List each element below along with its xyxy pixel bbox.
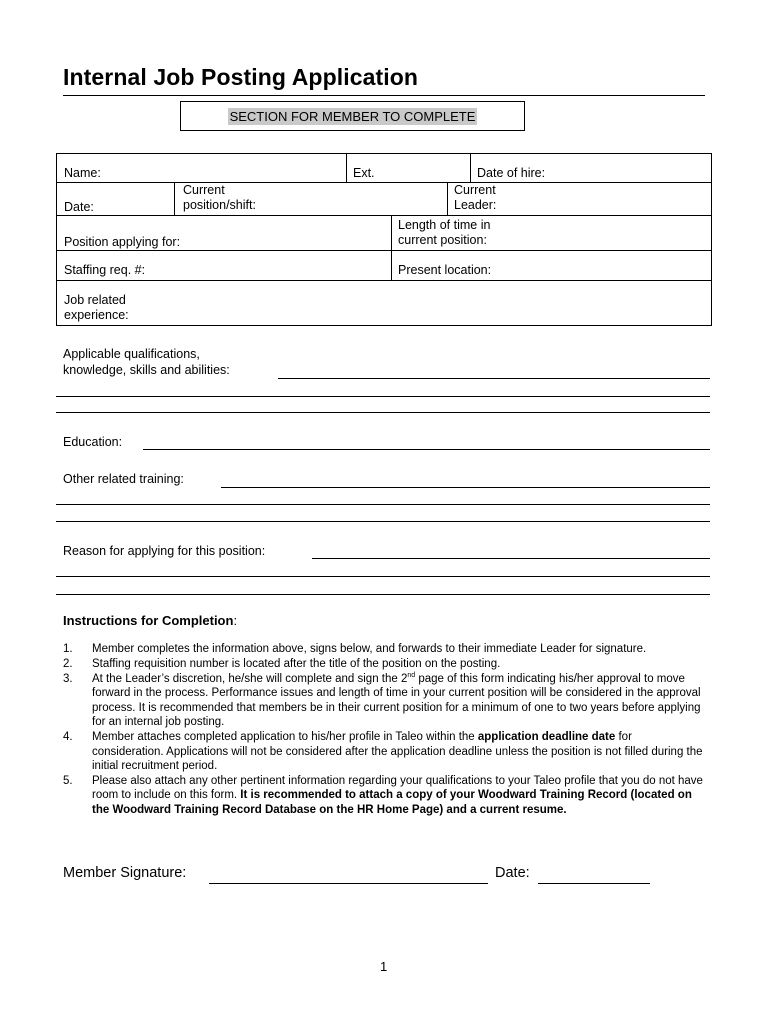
other-training-input-line[interactable] [56,521,710,522]
instructions-heading: Instructions for Completion: [63,613,238,628]
table-divider [447,182,448,215]
education-label: Education: [63,435,123,449]
qualifications-label: Applicable qualifications, knowledge, skills and abilities: [63,347,230,377]
present-location-field[interactable]: Present location: [398,263,492,277]
reason-input-line[interactable] [312,558,710,559]
table-divider [470,154,471,182]
signature-date-label: Date: [495,865,530,881]
title-divider [63,95,705,96]
qualifications-input-line[interactable] [56,412,710,413]
instructions-list [63,642,705,818]
instruction-item: 4. Member attaches completed application to his/her profile in Taleo within the application deadline date for consideration. Applications will not be considered after the application deadline unless the position is not filled during the initial recruitment period. [63,731,703,773]
instruction-item: 2. Staffing requisition number is located after the title of the position on the posting. [63,658,501,670]
page-number: 1 [380,959,388,974]
education-input-line[interactable] [143,449,710,450]
table-rule [57,250,711,251]
table-rule [57,280,711,281]
member-signature-label: Member Signature: [63,865,187,881]
member-signature-line[interactable] [209,883,488,884]
instruction-item: 5. Please also attach any other pertinent information regarding your qualifications to your Taleo profile that you do not have room to include on this form. It is recommended to attach a copy of your Woodward Training Record (located on the Woodward Training Record Database on the HR Home Page) and a current resume. [63,775,703,816]
other-training-input-line[interactable] [221,487,710,488]
table-rule [57,182,711,183]
other-training-label: Other related training: [63,472,184,486]
date-of-hire-field[interactable]: Date of hire: [477,166,546,180]
table-divider [346,154,347,182]
page-title: Internal Job Posting Application [63,64,419,90]
qualifications-input-line[interactable] [56,396,710,397]
instruction-item: 3. At the Leader’s discretion, he/she will complete and sign the 2nd page of this form indicating his/her approval to move forward in the process. Performance issues and length of time in your current position will be considered in the approval process. It is recommended that members be in their current position for a minimum of one to two years before applying for an internal job posting. [63,672,701,729]
reason-label: Reason for applying for this position: [63,544,266,558]
section-banner-text: SECTION FOR MEMBER TO COMPLETE [229,108,476,124]
signature-date-line[interactable] [538,883,650,884]
current-leader-field[interactable]: Current Leader: [454,183,497,212]
table-divider [391,215,392,280]
position-applying-field[interactable]: Position applying for: [64,235,181,249]
section-banner [180,101,525,131]
name-field[interactable]: Name: [64,166,101,180]
reason-input-line[interactable] [56,576,710,577]
current-position-field[interactable]: Current position/shift: [183,183,256,212]
reason-input-line[interactable] [56,594,710,595]
other-training-input-line[interactable] [56,504,710,505]
instruction-item: 1. Member completes the information above, signs below, and forwards to their immediate Leader for signature. [63,643,647,655]
date-field[interactable]: Date: [64,200,94,214]
staffing-req-field[interactable]: Staffing req. #: [64,263,146,277]
length-in-position-field[interactable]: Length of time in current position: [398,218,491,247]
table-divider [174,182,175,215]
ext-field[interactable]: Ext. [353,166,375,180]
member-info-table [56,153,712,326]
job-experience-field[interactable]: Job related experience: [64,293,129,322]
table-rule [57,215,711,216]
qualifications-input-line[interactable] [278,378,710,379]
